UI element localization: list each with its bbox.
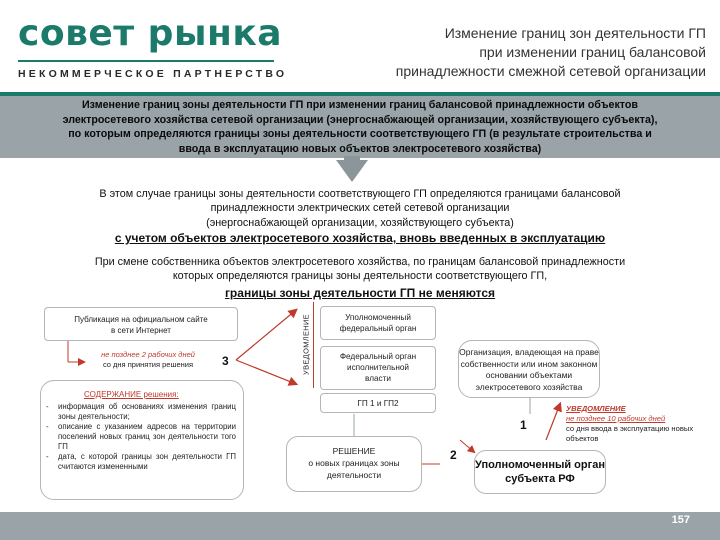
slide-title-line-3: принадлежности смежной сетевой организации bbox=[395, 63, 706, 79]
federal-line-3: власти bbox=[365, 374, 391, 383]
regional-authority-box bbox=[474, 450, 606, 494]
notify-right-arrow bbox=[546, 404, 560, 440]
slide-title bbox=[286, 24, 706, 81]
notif-deadline: не позднее 10 рабочих дней bbox=[566, 414, 666, 423]
decision-line-2: о новых границах зоны bbox=[308, 458, 400, 468]
notification-vertical-label: УВЕДОМЛЕНИЕ bbox=[301, 314, 311, 375]
summary-line-3: по которым определяются границы зоны деятельности соответствующего ГП (в результате строительства и bbox=[68, 128, 652, 140]
logo-divider bbox=[18, 60, 274, 62]
notification-divider bbox=[313, 302, 314, 388]
list-item: - дата, с которой границы зон деятельности ГП считаются измененными bbox=[46, 452, 236, 472]
step2-arrow bbox=[460, 440, 474, 452]
publication-box bbox=[44, 307, 238, 341]
summary-line-4: ввода в эксплуатацию новых объектов электросетевого хозяйства) bbox=[178, 142, 542, 155]
federal-line-1: Федеральный орган bbox=[339, 352, 417, 361]
decision-content-title: СОДЕРЖАНИЕ решения: bbox=[84, 390, 179, 399]
org-line-2: собственности или ином законном bbox=[460, 358, 598, 369]
step-number-3: 3 bbox=[222, 354, 229, 368]
summary-box bbox=[0, 96, 720, 158]
owner-change-emphasis: границы зоны деятельности ГП не меняются bbox=[224, 286, 496, 300]
owner-organization-box bbox=[458, 340, 600, 398]
case-line-2: принадлежности электрических сетей сетевой организации bbox=[210, 202, 510, 215]
slide-title-line-2: при изменении границ балансовой bbox=[479, 44, 706, 60]
owner-change-description bbox=[30, 255, 690, 284]
footer-bar bbox=[0, 512, 720, 540]
logo-text: совет рынка bbox=[18, 13, 283, 54]
org-line-1: Организация, владеющая на праве bbox=[459, 347, 599, 357]
case-line-1: В этом случае границы зоны деятельности соответствующего ГП определяются границами балансовой bbox=[99, 188, 621, 200]
notification-right bbox=[566, 404, 698, 444]
publication-deadline bbox=[86, 350, 210, 370]
subject-line-1: Уполномоченный орган bbox=[475, 459, 605, 471]
notif-title: УВЕДОМЛЕНИЕ bbox=[566, 404, 626, 413]
publication-line-2: в сети Интернет bbox=[111, 326, 171, 335]
case-line-3: (энергоснабжающей организации, хозяйствующего субъекта) bbox=[206, 216, 514, 229]
subject-line-2: субъекта РФ bbox=[505, 473, 575, 485]
publication-line-1: Публикация на официальном сайте bbox=[74, 315, 208, 324]
owner-line-1: При смене собственника объектов электросетевого хозяйства, по границам балансовой принадлежности bbox=[94, 256, 626, 268]
summary-line-1: Изменение границ зоны деятельности ГП при изменении границ балансовой принадлежности объектов bbox=[81, 99, 639, 111]
notify-arrow-up bbox=[236, 310, 296, 360]
org-line-4: электросетевого хозяйства bbox=[475, 381, 583, 392]
deadline-rest: со дня принятия решения bbox=[102, 360, 194, 369]
slide-title-line-1: Изменение границ зон деятельности ГП bbox=[444, 25, 706, 41]
gp-box: ГП 1 и ГП2 bbox=[320, 393, 436, 413]
summary-line-2: электросетевого хозяйства сетевой организации (энергоснабжающей организации, хозяйствующего субъекта), bbox=[62, 113, 658, 126]
case-description bbox=[30, 187, 690, 230]
owner-line-2: которых определяются границы зоны деятельности соответствующего ГП, bbox=[172, 270, 548, 283]
decision-line-3: деятельности bbox=[326, 470, 382, 480]
list-item: - описание с указанием адресов на территории поселений новых границ зон деятельности того ГП bbox=[46, 422, 236, 452]
decision-line-1: РЕШЕНИЕ bbox=[332, 446, 376, 456]
notify-arrow-down bbox=[236, 360, 296, 384]
notif-rest: со дня ввода в эксплуатацию новых объектов bbox=[566, 424, 694, 443]
org-line-3: основании объектами bbox=[485, 370, 573, 380]
logo-subtitle: НЕКОММЕРЧЕСКОЕ ПАРТНЕРСТВО bbox=[18, 68, 288, 80]
authorized-line-1: Уполномоченный bbox=[345, 313, 411, 322]
deadline-italic: не позднее 2 рабочих дней bbox=[101, 350, 195, 359]
list-item: - информация об основаниях изменения границ зоны деятельности; bbox=[46, 402, 236, 422]
authorized-federal-body-box bbox=[320, 306, 436, 340]
down-arrow-icon bbox=[336, 160, 368, 182]
federal-executive-box bbox=[320, 346, 436, 390]
step-number-2: 2 bbox=[450, 448, 457, 462]
decision-content-list bbox=[46, 402, 236, 472]
case-emphasis: с учетом объектов электросетевого хозяйства, вновь введенных в эксплуатацию bbox=[114, 231, 606, 245]
page-number: 157 bbox=[671, 514, 690, 526]
authorized-line-2: федеральный орган bbox=[339, 324, 417, 333]
decision-box bbox=[286, 436, 422, 492]
federal-line-2: исполнительной bbox=[347, 363, 409, 372]
step-number-1: 1 bbox=[520, 418, 527, 432]
